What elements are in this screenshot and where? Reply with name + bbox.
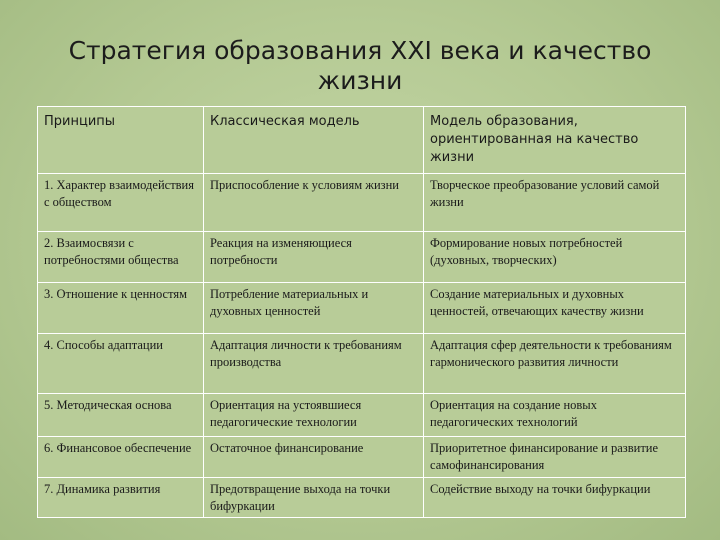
quality-cell: Содействие выходу на точки бифуркации — [424, 478, 686, 518]
header-principles: Принципы — [38, 107, 204, 174]
table-row — [38, 437, 686, 478]
table-row — [38, 394, 686, 437]
principle-cell: 3. Отношение к ценностям — [38, 283, 204, 334]
classic-cell: Адаптация личности к требованиям производства — [204, 334, 424, 394]
classic-cell: Ориентация на устоявшиеся педагогические технологии — [204, 394, 424, 437]
quality-cell: Ориентация на создание новых педагогических технологий — [424, 394, 686, 437]
slide-title: Стратегия образования XXI века и качество жизни — [68, 36, 652, 95]
comparison-table — [37, 106, 686, 518]
principle-cell: 4. Способы адаптации — [38, 334, 204, 394]
classic-cell: Остаточное финансирование — [204, 437, 424, 478]
principle-cell: 1. Характер взаимодействия с обществом — [38, 174, 204, 232]
table-row — [38, 174, 686, 232]
table-header-row — [38, 107, 686, 174]
quality-cell: Создание материальных и духовных ценностей, отвечающих качеству жизни — [424, 283, 686, 334]
table-row — [38, 232, 686, 283]
classic-cell: Приспособление к условиям жизни — [204, 174, 424, 232]
header-classic-model: Классическая модель — [204, 107, 424, 174]
quality-cell: Формирование новых потребностей (духовных, творческих) — [424, 232, 686, 283]
principle-cell: 5. Методическая основа — [38, 394, 204, 437]
principle-cell: 6. Финансовое обеспечение — [38, 437, 204, 478]
classic-cell: Потребление материальных и духовных ценностей — [204, 283, 424, 334]
table-row — [38, 334, 686, 394]
classic-cell: Реакция на изменяющиеся потребности — [204, 232, 424, 283]
classic-cell: Предотвращение выхода на точки бифуркации — [204, 478, 424, 518]
quality-cell: Творческое преобразование условий самой жизни — [424, 174, 686, 232]
table-row — [38, 283, 686, 334]
header-quality-model: Модель образования, ориентированная на качество жизни — [424, 107, 686, 174]
principle-cell: 2. Взаимосвязи с потребностями общества — [38, 232, 204, 283]
table-row — [38, 478, 686, 518]
quality-cell: Адаптация сфер деятельности к требованиям гармонического развития личности — [424, 334, 686, 394]
principle-cell: 7. Динамика развития — [38, 478, 204, 518]
quality-cell: Приоритетное финансирование и развитие самофинансирования — [424, 437, 686, 478]
